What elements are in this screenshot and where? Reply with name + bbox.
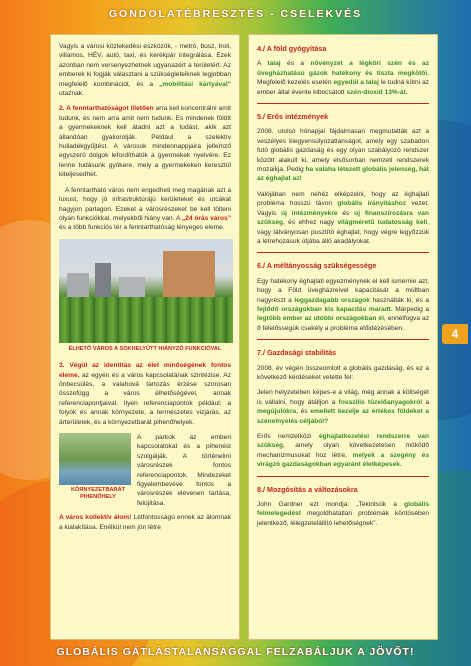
paragraph-24h-city: A fenntartható város nem engedheti meg magának azt a luxust, hogy jó infrastruktúrájú kerületeket és utcákat hagyjon parlagon. Ezeket a városrészeket be kell tölteni olyan funkciókkal, melyekből hiány van. A „24 órás város” és a több funkciós tér a fenntarthatóság lényeges eleme. — [59, 186, 231, 232]
paragraph-sustainability: 2. A fenntarthatóságot illetően arra kell koncentrálni amit tudunk, és nem arra amit nem tudunk. Es mindenek fölött a gyermekeknek kell átadni azt a tudást, akik azt állandóan gyakorolják. Például a szelektív hulladékgyűjtést. A városok mindennappjaira jellemző egyszerű dolgok lefordíthatók a gyermekek nyelvére. Ez lenne tudásunk gyökere, mely a gyermekeken keresztül kiteljesedhet. — [59, 105, 231, 179]
paragraph-parks: A parkok az emberi kapcsolatokat és a pihenést szolgálják. A történelmi városrészek fontos referenciapontok. Mindezeket figyelembevéve fontos a városrészek elevenen tartása, felújítása. — [137, 433, 231, 507]
paragraph-stability-2: Jelen helyzetében képes-e a világ, még annak a költségét is vállalni, hogy átálljon a fosszilis tüzelőanyagokról a megújulókra, és emellett kezelje az értékes földeket a szénelnyelés céljából? — [257, 389, 430, 425]
page-footer: GLOBÁLIS GÁTLÁSTALANSÁGGAL FELZABÁLJUK A JÖVŐT! — [56, 646, 415, 658]
paragraph-institutions-2: Valójában nem nehéz elképzelni, hogy az éghajlati probléma hosszú távon globális irányításhoz vezet. Vagyis új intézményekre és új finanszírozásra van szükség, és ehhez nagy világméretű tudatosság kell, vagy látványosan pusztító éghajlat, hogy végre legyőzzük a létrehozásuk útjába álló akadályokat. — [257, 190, 429, 245]
paragraph-mobility: Vagyis a városi közlekedési eszközök, - metró, busz, troli, villamos, HÉV, autó, taxi, és kerékpár integrálása. Ezek azonban nem versenyezhetnek ugyanazért a területért. Az emberek ki fogják választani a szükségleteiknek legjobban megfelelő kombinációt, és a „mobilitási kártyával” utaznak. — [59, 43, 231, 98]
paragraph-equity: Egy hatékony éghajlati egyezménynek el kell ismernie azt, hogy a Föld üvegházreivel kapacitását a múltban nagyrészt a leggazdagabb országok használták ki, és a fejlődő országokban kis kapacitás maradt. Márpedig a legtöbb ember az utóbbi országokban él, ennélfogva az ő felelősségük csekély a probléma előidézésében. — [257, 277, 429, 332]
paragraph-institutions-1: 2008. utolsó hónapjai fájdalmasan megmutatták azt a veszélyes kiegyensúlyozatlanságot, amely egy szabadon futó globális gazdaság és egy olyan szabályozó rendszer között alakult ki, amely elsősorban nemzeti rendszerek mozaikja. Pedig ha valaha létezett globális jelenség, hát az éghajlat az! — [257, 128, 430, 183]
section-heading-6: 6./ A méltányosság szükségessége — [257, 261, 377, 271]
photo-block — [59, 433, 137, 508]
section-divider — [257, 103, 429, 104]
section-divider — [257, 252, 429, 253]
section-divider — [257, 476, 429, 477]
photo-row-rest-area — [59, 433, 231, 508]
paragraph-stability-1: 2008. év végén összeomlott a globális gazdaság, és ez a következő kérdéseket vetette fel: — [257, 364, 429, 381]
photo-caption-livable-city: ÉLHETŐ VÁROS A SOKHELYŰTT HIÁNYZÓ FUNKCIÓVAL — [68, 345, 222, 352]
paragraph-stability-3: Erős nemzetközi éghajlatkezelési rendszerre van szükség, amely olyan következetesen működő mechanizmusokat hoz létre, melyek a szegény és virágzó gazdaságokban egyaránt életképesek. — [257, 433, 429, 469]
section-heading-4: 4./ A föld gyógyítása — [257, 44, 327, 53]
right-column — [248, 34, 438, 640]
paragraph-soil: A talaj és a növényzet a légköri szén és az üvegházhatású gázok hatékony és tiszta megkötői. Megfelelő kezelés esetén egyedül a talaj le tudná kötni az ember által évente kibocsátott szén-dioxid 13%-át. — [257, 60, 429, 96]
photo-caption-rest-area: KÖRNYEZETBARÁT PIHENŐHELY — [70, 486, 126, 500]
paragraph-collective-dream: A város kollektív álom! Létfontosságú ennek az álomnak a kialakítása. Enélkül nem jön létre — [59, 514, 231, 531]
section-heading-5: 5./ Erős intézmények — [257, 112, 329, 122]
page-header: GONDOLATÉBRESZTÉS - CSELEKVÉS — [108, 8, 363, 20]
left-column — [50, 34, 240, 640]
photo-livable-city — [59, 239, 233, 343]
section-divider — [257, 339, 429, 340]
photo-rest-area — [59, 433, 131, 485]
paragraph-mobilization: John Gardner ezt mondja: „Tekintsük a globális felmelegedést megoldhatatlan problémák köntösében jelentkező, lélegzetelállító lehetőségnek”. — [257, 501, 429, 527]
paragraph-identity: 3. Végül az identitás az élet minőségének fontos eleme, az egyén és a város kapcsolatának szintézise. Az önbecsülés, a valahová tartozás érzése szorosan összefügg a város élhetőségével, annak referenciapontjaival. Ilyen referenciapontok például: a folyók és annak környezete, a természetes vizjárás, az árterületek, és a környezetbarát pihenőhelyek. — [59, 362, 231, 426]
section-heading-8: 8./ Mozgósítás a változásokra — [257, 484, 358, 494]
page-number-tab: 4 — [442, 324, 468, 344]
section-heading-7: 7./ Gazdasági stabilitás — [257, 348, 337, 358]
